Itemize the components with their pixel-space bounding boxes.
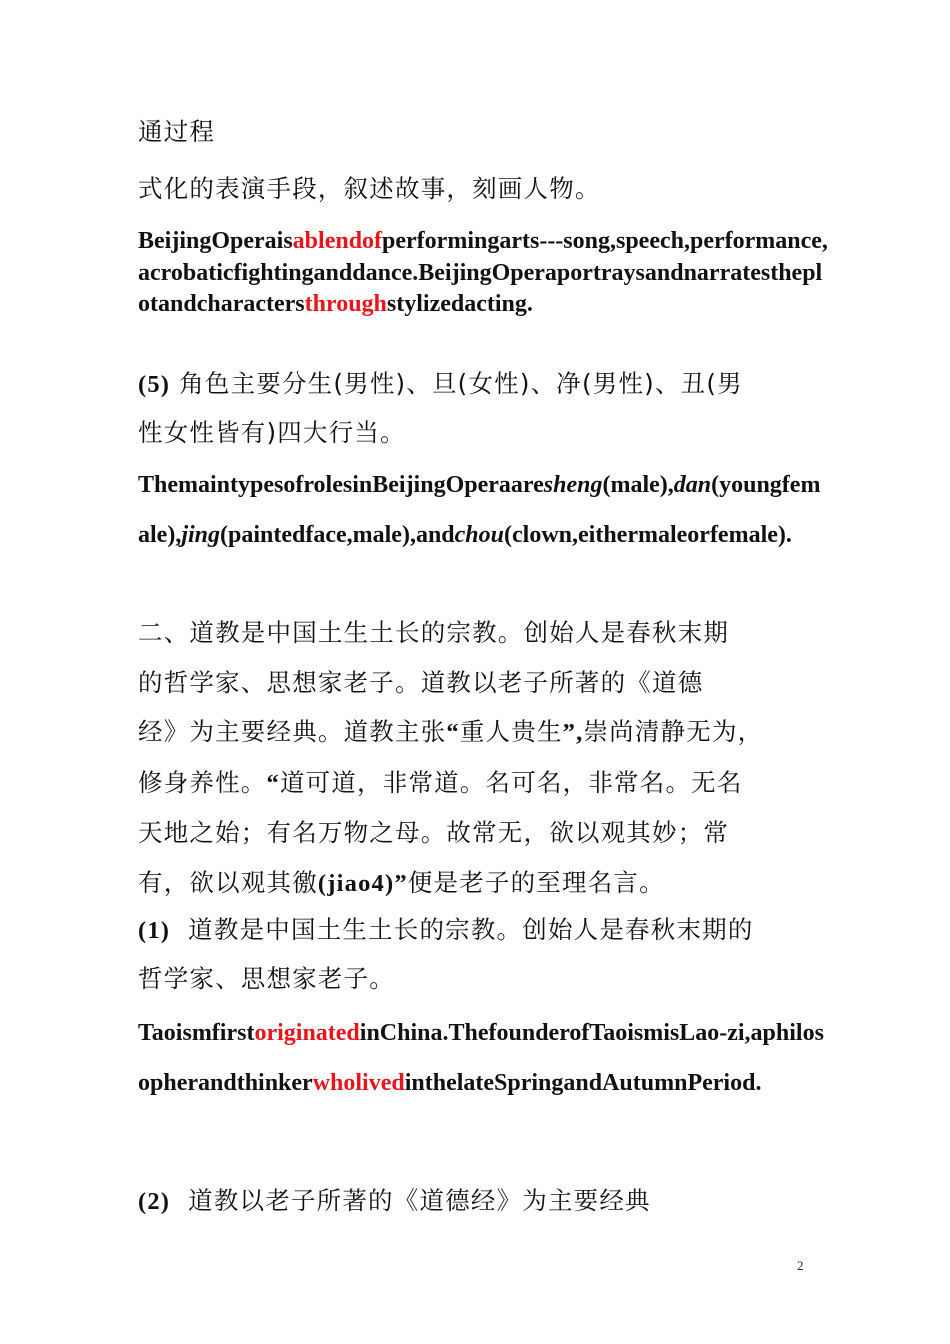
text-run: 修身养性。 [138,767,267,797]
highlighted-text: originated [254,1020,360,1046]
text-run: BeijingOperais [138,228,293,254]
text-run: 经》为主要经典。道教主张 [138,717,447,747]
text-run: (jiao4)” [317,869,408,897]
text-run: ThemaintypesofrolesinBeijingOperaare [138,472,544,498]
text-run: (clown,eithermaleorfemale). [504,522,792,548]
text-run: inChina.ThefounderofTaoismisLao-zi,aphilosopherandthinker [138,1020,824,1096]
english-translation-2 [138,460,828,560]
italic-term: dan [673,472,712,498]
text-run: 崇尚清静无为， [583,717,764,747]
highlighted-text: h [373,291,387,317]
text-line: 天地之始；有名万物之母。故常无，欲以观其妙；常 [138,818,730,848]
text-line: 二、道教是中国土生土长的宗教。创始人是春秋末期 [138,618,730,647]
text-run: 性女性皆有)四大行当。 [138,418,406,447]
english-translation-3 [138,1008,828,1108]
section-2-paragraph [138,608,828,909]
italic-term: jing [181,522,220,548]
text-run: 便是老子的至理名言。 [407,867,665,897]
highlighted-text: wholived [312,1070,405,1096]
item-number: (5) [138,371,171,398]
item-1 [138,906,828,1003]
item-2 [138,1182,828,1217]
text-run: inthelateSpringandAutumnPeriod. [404,1070,762,1096]
italic-term: chou [454,522,505,548]
italic-term: sheng [543,472,603,498]
text-run: (paintedface,male),and [220,522,455,548]
text-run: 道教以老子所著的《道德经》为主要经典 [188,1186,651,1215]
english-translation-1 [138,226,828,321]
text-line: 式化的表演手段，叙述故事，刻画人物。 [138,174,601,203]
text-line: 的哲学家、思想家老子。道教以老子所著的《道德 [138,667,704,697]
highlighted-text: throug [304,291,374,317]
text-run: performingarts---song,speech,performance,acrobaticfightinganddance.BeijingOperaportraysandnarratestheplotandcharacters [138,228,828,317]
text-run: ”, [562,719,584,747]
text-run: (male), [602,472,674,498]
text-run: “ [266,769,280,797]
text-run: (youngfemale), [138,472,821,548]
text-run: stylizedacting. [386,291,533,317]
text-run: 道可道，非常道。名可名，非常名。无名 [279,767,743,797]
item-5 [138,360,828,457]
page-number: 2 [797,1258,804,1273]
item-number: (1) [138,917,171,944]
text-line: 通过程 [138,117,216,146]
text-run: 哲学家、思想家老子。 [138,964,395,993]
item-number: (2) [138,1188,171,1215]
text-run: 道教是中国土生土长的宗教。创始人是春秋末期的 [188,915,754,944]
text-run: 角色主要分生(男性)、旦(女性)、净(男性)、丑(男 [179,369,743,398]
text-run: 有，欲以观其徼 [138,867,318,897]
text-run: “ [446,719,460,747]
text-run: Taoismfirst [138,1020,255,1046]
text-run: 重人贵生 [459,717,563,747]
highlighted-text: ablendof [292,228,383,254]
